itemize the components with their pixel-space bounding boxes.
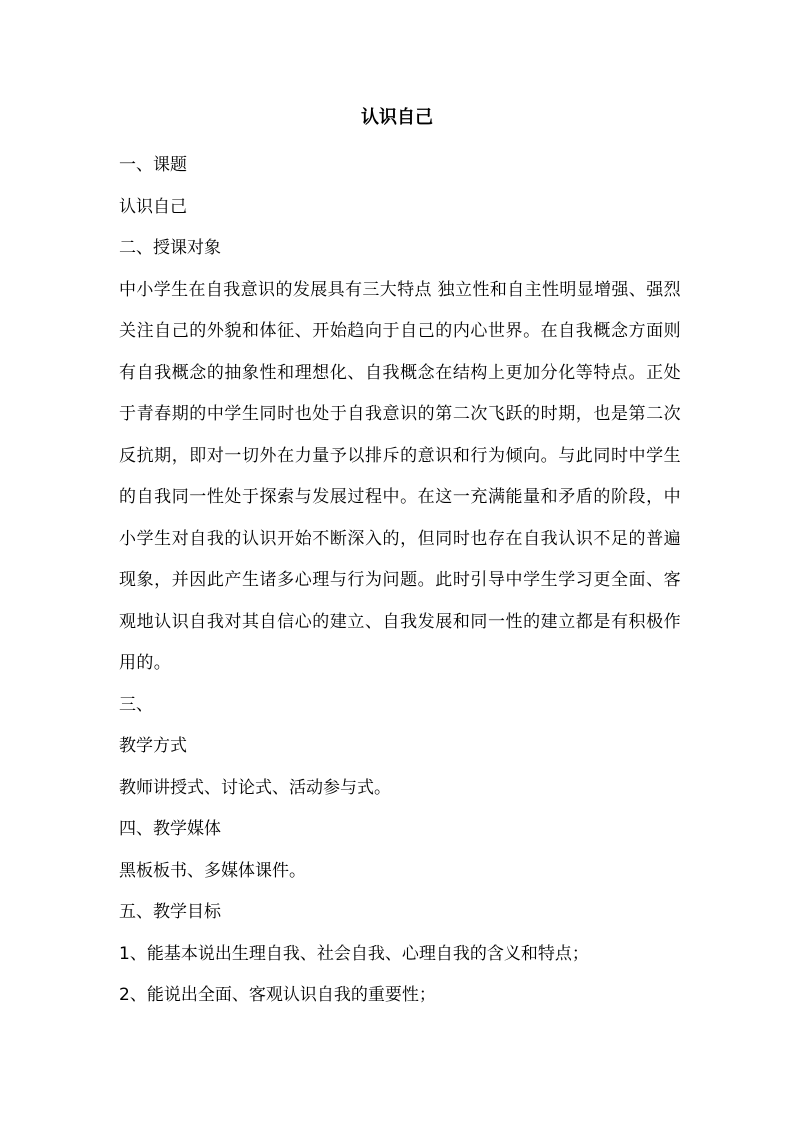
section-heading-audience: 二、授课对象 — [119, 238, 221, 258]
section-body-method: 教师讲授式、讨论式、活动参与式。 — [119, 777, 391, 798]
section-heading-topic: 一、课题 — [119, 155, 187, 175]
document-title: 认识自己 — [361, 107, 433, 128]
goal-item: 2、能说出全面、客观认识自我的重要性； — [119, 985, 436, 1005]
section-body-topic: 认识自己 — [119, 196, 187, 217]
section-body-media: 黑板板书、多媒体课件。 — [119, 860, 306, 881]
section-body-audience: 中小学生在自我意识的发展具有三大特点 独立性和自主性明显增强、强烈关注自己的外貌和体征、开始趋向于自己的内心世界。在自我概念方面则有自我概念的抽象性和理想化、自我概念在结构上更加分化等特点。正处于青春期的中学生同时也处于自我意识的第二次飞跃的时期，也是第二次反抗期，即对一切外在力量予以排斥的意识和行为倾向。与此同时中学生的自我同一性处于探索与发展过程中。在这一充满能量和矛盾的阶段，中小学生对自我的认识开始不断深入的，但同时也存在自我认识不足的普遍现象，并因此产生诸多心理与行为问题。此时引导中学生学习更全面、客观地认识自我对其自信心的建立、自我发展和同一性的建立都是有积极作用的。 — [119, 279, 681, 673]
section-heading-media: 四、教学媒体 — [119, 819, 221, 839]
goal-item: 1、能基本说出生理自我、社会自我、心理自我的含义和特点； — [119, 943, 589, 964]
section-subheading-method: 教学方式 — [119, 736, 187, 756]
document-body — [119, 145, 681, 1017]
section-heading-goals: 五、教学目标 — [119, 902, 221, 922]
section-heading-three: 三、 — [119, 694, 153, 715]
